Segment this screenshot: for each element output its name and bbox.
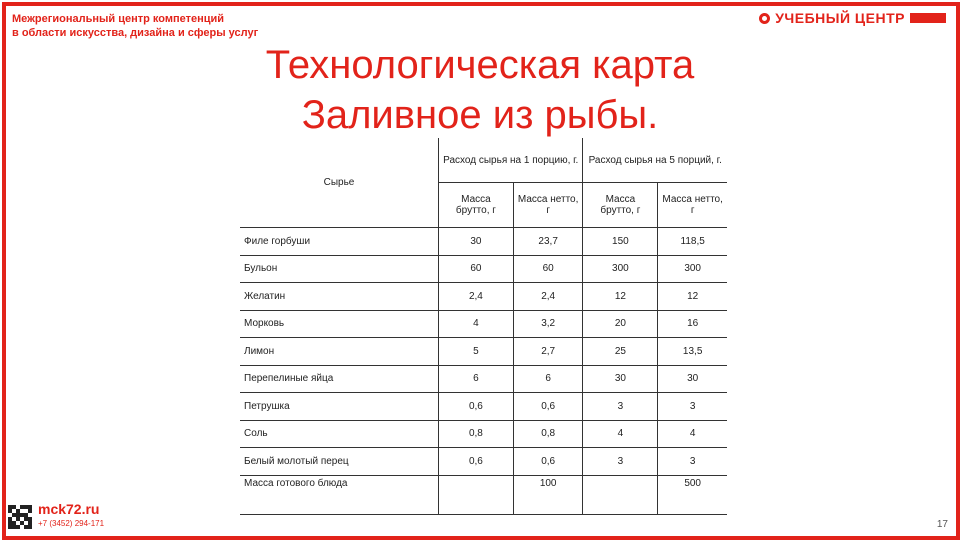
ingredient-name: Лимон [240, 338, 439, 366]
recipe-table [240, 138, 727, 515]
slide-title [0, 40, 960, 140]
net-1: 0,8 [513, 420, 583, 448]
ingredient-name: Перепелиные яйца [240, 365, 439, 393]
ingredient-name: Белый молотый перец [240, 448, 439, 476]
table-row [240, 420, 727, 448]
header-gross-5: Масса брутто, г [583, 183, 658, 228]
title-line-1: Технологическая карта [265, 43, 695, 87]
net-1: 0,6 [513, 448, 583, 476]
net-5: 16 [658, 310, 727, 338]
net-1: 60 [513, 255, 583, 283]
header-net-1: Масса нетто, г [513, 183, 583, 228]
gross-5: 25 [583, 338, 658, 366]
brand-badge [910, 13, 946, 23]
page-number: 17 [936, 519, 948, 530]
table-row [240, 393, 727, 421]
gross-5: 4 [583, 420, 658, 448]
ingredient-name: Соль [240, 420, 439, 448]
total-gross-1 [439, 475, 514, 514]
total-net-5: 500 [658, 475, 727, 514]
brand-name: УЧЕБНЫЙ ЦЕНТР [775, 10, 905, 26]
net-5: 30 [658, 365, 727, 393]
gross-5: 150 [583, 228, 658, 256]
gross-5: 20 [583, 310, 658, 338]
org-name [12, 12, 258, 40]
net-1: 6 [513, 365, 583, 393]
table-row [240, 365, 727, 393]
ingredient-name: Филе горбуши [240, 228, 439, 256]
table-row [240, 228, 727, 256]
gross-5: 3 [583, 448, 658, 476]
table-row [240, 283, 727, 311]
org-line-1: Межрегиональный центр компетенций [12, 13, 225, 25]
table-row [240, 255, 727, 283]
ingredient-name: Желатин [240, 283, 439, 311]
gross-5: 12 [583, 283, 658, 311]
phone-number: +7 (3452) 294-171 [38, 519, 105, 528]
net-5: 4 [658, 420, 727, 448]
table-row [240, 310, 727, 338]
header-group-5-portions: Расход сырья на 5 порций, г. [583, 138, 727, 183]
header-group-1-portion: Расход сырья на 1 порцию, г. [439, 138, 583, 183]
net-1: 23,7 [513, 228, 583, 256]
gross-1: 4 [439, 310, 514, 338]
total-row [240, 475, 727, 514]
total-net-1: 100 [513, 475, 583, 514]
gross-1: 5 [439, 338, 514, 366]
net-5: 3 [658, 393, 727, 421]
gross-1: 2,4 [439, 283, 514, 311]
brand-logo [759, 10, 946, 26]
gross-1: 6 [439, 365, 514, 393]
net-1: 2,4 [513, 283, 583, 311]
net-1: 0,6 [513, 393, 583, 421]
gross-1: 0,6 [439, 393, 514, 421]
net-1: 3,2 [513, 310, 583, 338]
net-1: 2,7 [513, 338, 583, 366]
total-label: Масса готового блюда [240, 475, 439, 514]
qr-code-icon [8, 505, 32, 529]
site-link[interactable]: mck72.ru [38, 501, 100, 517]
gross-5: 300 [583, 255, 658, 283]
net-5: 3 [658, 448, 727, 476]
gross-1: 0,8 [439, 420, 514, 448]
header-raw-material: Сырье [240, 138, 439, 228]
table-row [240, 338, 727, 366]
gross-1: 60 [439, 255, 514, 283]
net-5: 118,5 [658, 228, 727, 256]
ingredient-name: Петрушка [240, 393, 439, 421]
org-line-2: в области искусства, дизайна и сферы услуг [12, 27, 259, 39]
ingredient-name: Бульон [240, 255, 439, 283]
gross-1: 0,6 [439, 448, 514, 476]
table-row [240, 448, 727, 476]
header-net-5: Масса нетто, г [658, 183, 727, 228]
net-5: 12 [658, 283, 727, 311]
gross-5: 3 [583, 393, 658, 421]
total-gross-5 [583, 475, 658, 514]
gross-1: 30 [439, 228, 514, 256]
ingredient-name: Морковь [240, 310, 439, 338]
header-gross-1: Масса брутто, г [439, 183, 514, 228]
title-line-2: Заливное из рыбы. [301, 93, 659, 137]
gross-5: 30 [583, 365, 658, 393]
logo-circle-icon [759, 13, 770, 24]
net-5: 13,5 [658, 338, 727, 366]
net-5: 300 [658, 255, 727, 283]
